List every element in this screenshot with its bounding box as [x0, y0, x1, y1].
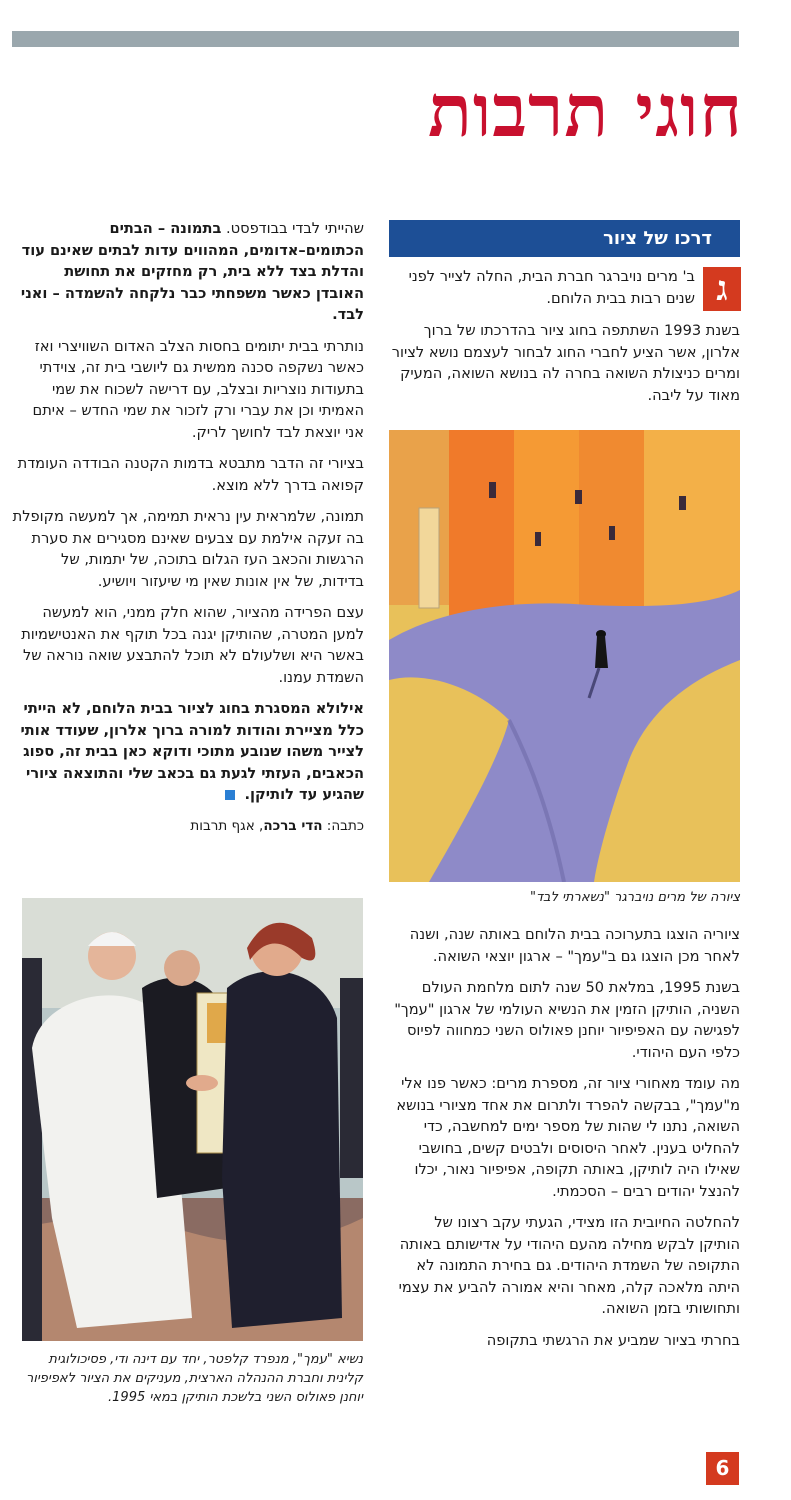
- page-number: 6: [706, 1452, 739, 1485]
- page-title: חוגי תרבות: [427, 68, 743, 153]
- end-of-article-icon: [225, 790, 235, 800]
- intro-block: [389, 266, 695, 319]
- photo-caption-block: [22, 1350, 363, 1407]
- paragraph: ציוריה הוצגו בתערוכה בבית הלוחם באותה שנה, ושנה לאחר מכן הוצגו גם ב"עמך" – ארגון יוצאי השואה.: [409, 926, 740, 965]
- paragraph: להחלטה החיובית הזו מצידי, הגעתי עקב רצונו של הותיקן לבקש מחילה מהעם היהודי על אדישותם באותה התקופה של השמדת היהודים. גם בחירת התמונה לא היתה מלאכה קלה, מאחר והיא אמורה להביע את עצמי ותחושותי בזמן השואה.: [398, 1214, 740, 1317]
- painting-image: [389, 430, 740, 882]
- byline-author: הדי ברכה: [263, 817, 323, 834]
- paragraph: עצם הפרידה מהציור, שהוא חלק ממני, הוא למעשה למען המטרה, שהותיקן יגנה בכל תוקף את האנטישמיות באשר היא ושלעולם לא תוכל להתבצע שואה נוראה של השמדת עמנו.: [21, 604, 364, 686]
- paragraph-lead: שהייתי לבדי בבודפסט.: [221, 220, 364, 237]
- paragraph: [12, 218, 364, 326]
- closing-text: אילולא המסגרת בחוג לציור בבית הלוחם, לא הייתי כלל מציירת והודות למורה ברוך אלרון, שעודד אותי לצייר משהו שנובע מתוכי ודוקא כאן בבית זה, ספוג הכאבים, העזתי לגעת גם בכאב שלי והתוצאה ציורי שהגיע עד לותיקן.: [20, 700, 364, 803]
- intro-paragraph: ב' מרים נויברגר חברת הבית, החלה לצייר לפני שנים רבות בבית הלוחם.: [408, 268, 695, 307]
- paragraph: בציורי זה הדבר מתבטא בדמות הקטנה הבודדה העומדת קפואה בדרך ללא מוצא.: [17, 455, 364, 494]
- paragraph: נותרתי בבית יתומים בחסות הצלב האדום השוויצרי ואז כאשר נשקפה סכנה ממשית גם ליושבי בית זה, צוידתי בתעודות נוצריות ובצלב, עם דרישה לשכוח את שמי האמיתי וכן את עברי ורק לזכור את שמי החדש – איתם אני יוצאת לבד לחושך לריק.: [32, 337, 364, 441]
- paragraph-bold: בתמונה – הבתים הכתומים–אדומים, המהווים עדות לבתים שאינם עוד והדלת בצד ללא בית, רק מחזקים את תחושת האובדן כאשר משפחתי כבר נלקחה להשמדה – ואני לבד.: [20, 220, 364, 323]
- byline-department: , אגף תרבות: [190, 817, 264, 834]
- paragraph: בשנת 1995, במלאת 50 שנה לתום מלחמת העולם השניה, הותיקן הזמין את הנשיא העולמי של ארגון "עמך" לפגישה עם האפיפיור יוחנן פאולוס השני כמחווה לפיוס כלפי העם היהודי.: [394, 979, 740, 1061]
- byline: [12, 816, 364, 838]
- left-column-text: [12, 218, 364, 847]
- painting-caption: ציורה של מרים נויברגר "נשארתי לבד": [529, 890, 740, 905]
- paragraph: מה עומד מאחורי ציור זה, מספרת מרים: כאשר פנו אלי מ"עמך", בבקשה להפרד ולתרום את אחד מציורי בנושא השואה, נתנו לי שהות של מספר ימים למחשבה, כדי להחליט בענין. לאחר היסוסים ולבטים קשים, בחושבי שאילו היה לותיקן, באותה תקופה, אפיפיור נאור, יכלו להנצל יהודים רבים – הסכמתי.: [396, 1075, 740, 1200]
- audience-photo: [22, 898, 363, 1341]
- paragraph: בשנת 1993 השתתפה בחוג ציור בהדרכתו של ברוך אלרון, אשר הציע לחברי החוג לבחור לעצמם נושא לציור ומרים כניצולת השואה בחרה לה בנושא השואה, המעיק מאוד על ליבה.: [391, 322, 740, 404]
- paragraph: תמונה, שלמראית עין נראית תמימה, אך למעשה מקופלת בה זעקה אילמת עם צבעים שאינם מסגירים את סערת הרגשות והכאב העז הגלום בתוכה, של יתמות, של בדידות, של אין אונות שאין מי שיעזור ויושיע.: [12, 508, 364, 590]
- section-title: דרכו של ציור: [389, 220, 740, 257]
- photo-caption: נשיא "עמך", מנפרד קלפטר, יחד עם דינה ודי, פסיכולוגית קלינית וחברת ההנהלה הארצית, מעניקים את הציור לאפיפיור יוחנן פאולוס השני בלשכת הותיקן במאי 1995.: [26, 1352, 363, 1405]
- right-column-bottom: [389, 924, 740, 1361]
- right-column-top: [389, 320, 740, 416]
- painting-caption-block: [389, 888, 740, 907]
- drop-cap: ג: [703, 267, 741, 311]
- top-divider-bar: [12, 31, 739, 47]
- closing-paragraph: [12, 698, 364, 806]
- byline-prefix: כתבה:: [322, 817, 364, 834]
- paragraph: בחרתי בציור שמביע את הרגשתי בתקופה: [486, 1331, 740, 1349]
